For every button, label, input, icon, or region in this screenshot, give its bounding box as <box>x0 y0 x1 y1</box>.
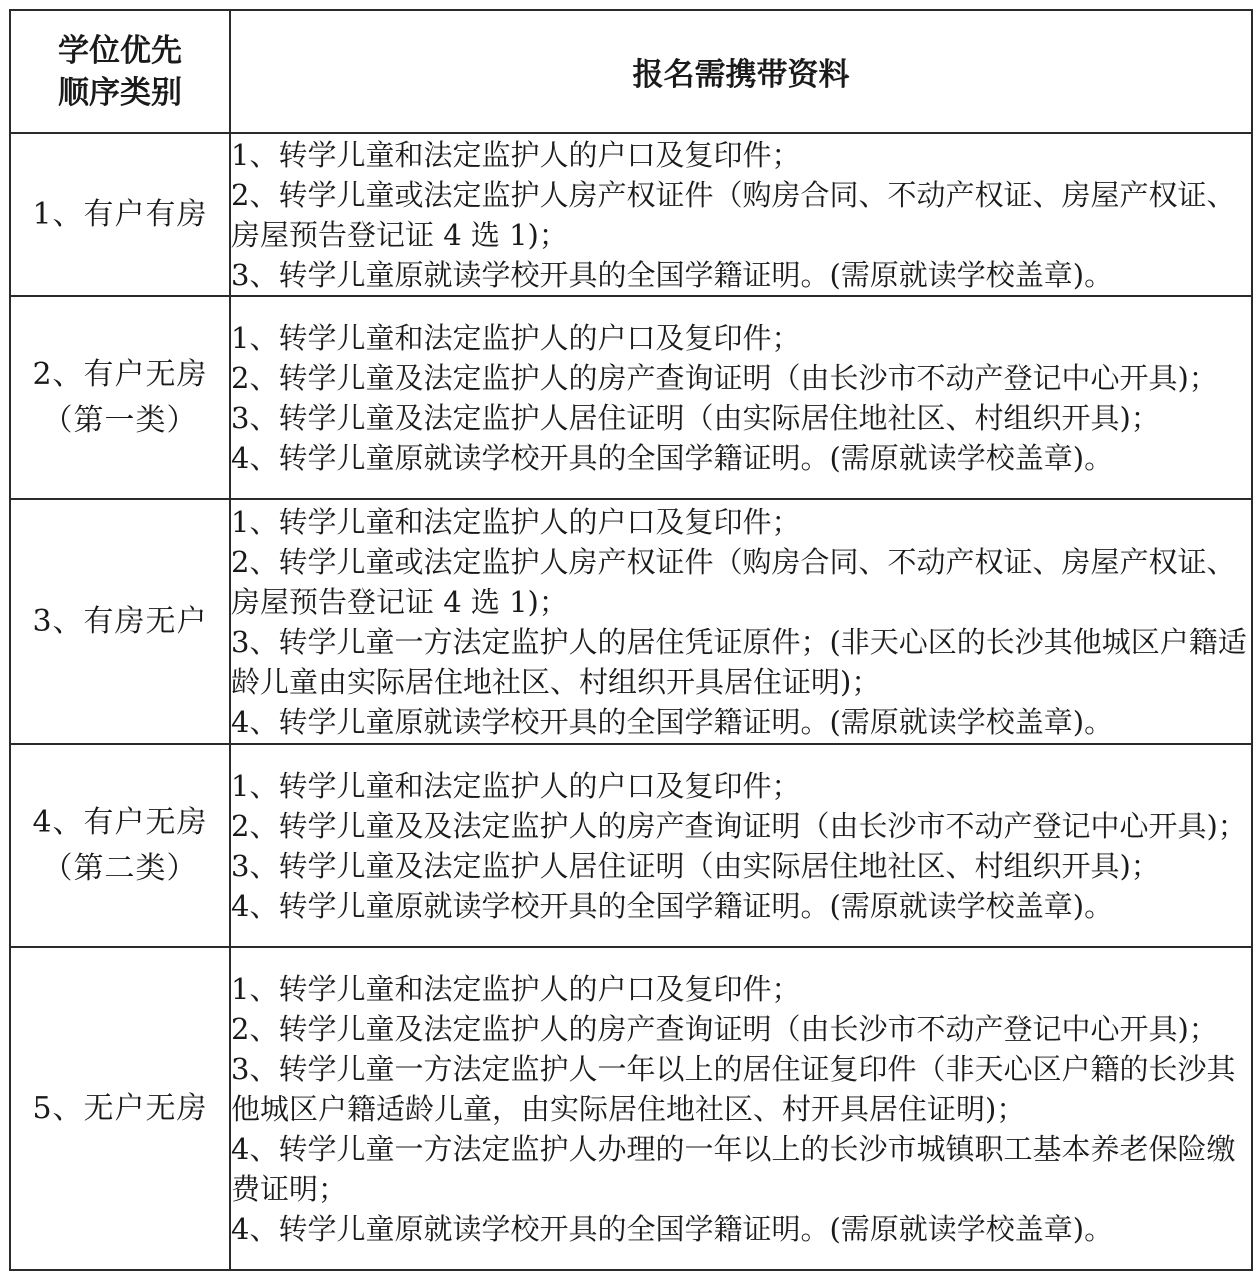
category-label: 4、有户无房 <box>32 804 208 840</box>
materials-cell <box>230 744 1252 947</box>
materials-cell <box>230 499 1252 744</box>
header-category-cell <box>10 10 230 133</box>
material-item: 2、转学儿童及法定监护人的房产查询证明（由长沙市不动产登记中心开具)； <box>231 1011 1218 1046</box>
material-item: 2、转学儿童或法定监护人房产权证件（购房合同、不动产权证、房屋产权证、房屋预告登记证 4 选 1)； <box>231 544 1236 619</box>
material-item: 4、转学儿童原就读学校开具的全国学籍证明。(需原就读学校盖章)。 <box>231 440 1114 475</box>
material-item: 4、转学儿童原就读学校开具的全国学籍证明。(需原就读学校盖章)。 <box>231 704 1114 739</box>
category-label: 1、有户有房 <box>32 196 208 232</box>
table-row <box>10 133 1252 296</box>
materials-cell <box>230 133 1252 296</box>
requirements-table <box>9 9 1253 1271</box>
category-cell <box>10 133 230 296</box>
category-label: 3、有房无户 <box>32 603 208 639</box>
material-item: 4、转学儿童原就读学校开具的全国学籍证明。(需原就读学校盖章)。 <box>231 888 1114 923</box>
category-cell <box>10 296 230 499</box>
material-item: 2、转学儿童或法定监护人房产权证件（购房合同、不动产权证、房屋产权证、房屋预告登记证 4 选 1)； <box>231 177 1236 252</box>
material-item: 4、转学儿童一方法定监护人办理的一年以上的长沙市城镇职工基本养老保险缴费证明； <box>231 1131 1236 1206</box>
material-item: 1、转学儿童和法定监护人的户口及复印件； <box>231 768 801 803</box>
category-cell <box>10 744 230 947</box>
header-materials-cell: 报名需携带资料 <box>230 10 1252 133</box>
material-item: 1、转学儿童和法定监护人的户口及复印件； <box>231 504 801 539</box>
material-item: 3、转学儿童原就读学校开具的全国学籍证明。(需原就读学校盖章)。 <box>231 257 1114 292</box>
material-item: 2、转学儿童及法定监护人的房产查询证明（由长沙市不动产登记中心开具)； <box>231 360 1218 395</box>
header-category-line2: 顺序类别 <box>58 74 182 111</box>
table-row <box>10 744 1252 947</box>
material-item: 1、转学儿童和法定监护人的户口及复印件； <box>231 137 801 172</box>
header-category-line1: 学位优先 <box>58 32 182 69</box>
material-item: 3、转学儿童及法定监护人居住证明（由实际居住地社区、村组织开具)； <box>231 848 1160 883</box>
table-row <box>10 499 1252 744</box>
category-cell <box>10 499 230 744</box>
materials-cell <box>230 947 1252 1270</box>
category-cell <box>10 947 230 1270</box>
category-sublabel: （第一类） <box>42 402 198 438</box>
table-row <box>10 296 1252 499</box>
category-sublabel: （第二类） <box>42 850 198 886</box>
material-item: 2、转学儿童及及法定监护人的房产查询证明（由长沙市不动产登记中心开具)； <box>231 808 1247 843</box>
material-item: 3、转学儿童及法定监护人居住证明（由实际居住地社区、村组织开具)； <box>231 400 1160 435</box>
header-row <box>10 10 1252 133</box>
material-item: 4、转学儿童原就读学校开具的全国学籍证明。(需原就读学校盖章)。 <box>231 1211 1114 1246</box>
material-item: 3、转学儿童一方法定监护人的居住凭证原件；(非天心区的长沙其他城区户籍适龄儿童由实际居住地社区、村组织开具居住证明)； <box>231 624 1247 699</box>
material-item: 1、转学儿童和法定监护人的户口及复印件； <box>231 320 801 355</box>
category-label: 2、有户无房 <box>32 356 208 392</box>
category-label: 5、无户无房 <box>32 1090 208 1126</box>
material-item: 1、转学儿童和法定监护人的户口及复印件； <box>231 971 801 1006</box>
material-item: 3、转学儿童一方法定监护人一年以上的居住证复印件（非天心区户籍的长沙其他城区户籍适龄儿童，由实际居住地社区、村开具居住证明)； <box>231 1051 1236 1126</box>
table-row <box>10 947 1252 1270</box>
materials-cell <box>230 296 1252 499</box>
